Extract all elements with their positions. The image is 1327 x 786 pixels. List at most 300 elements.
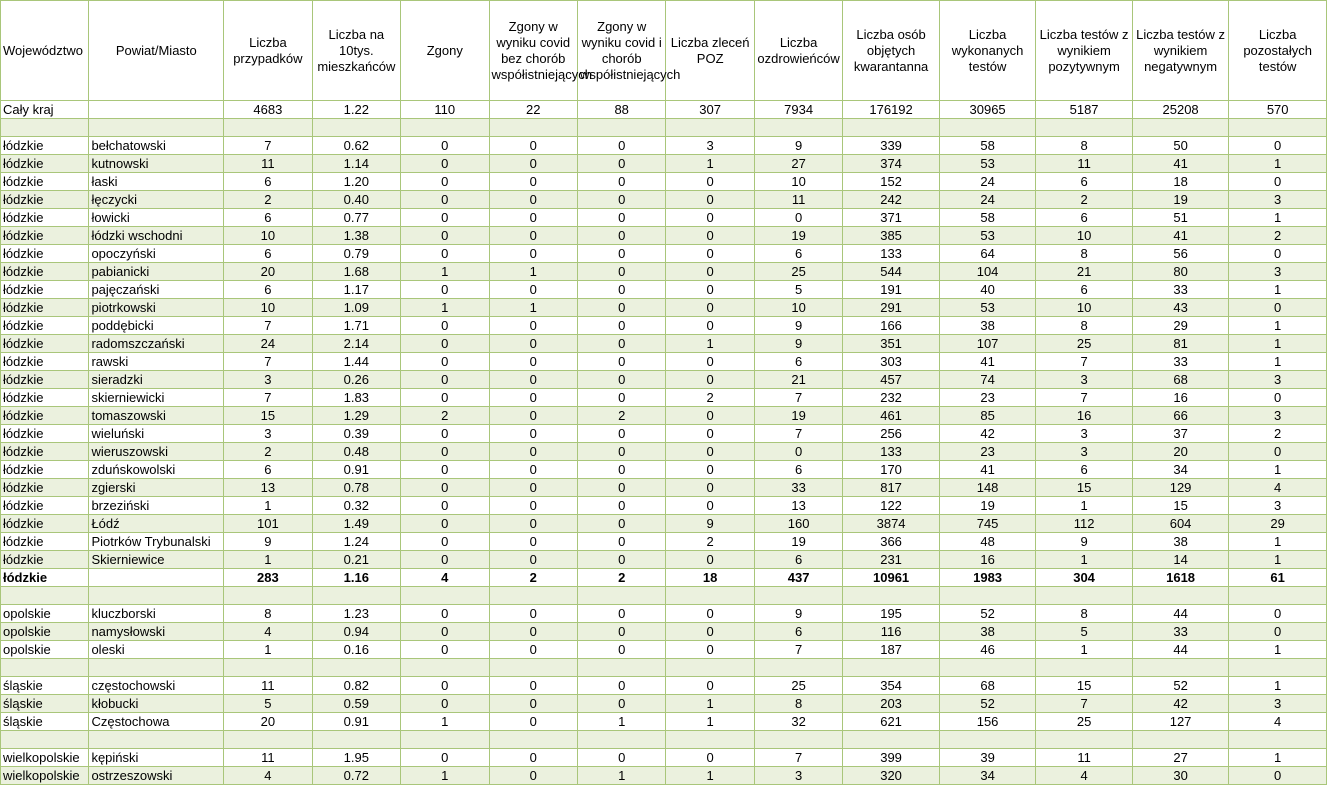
value-cell: 0 [577, 497, 665, 515]
value-cell: 0 [489, 371, 577, 389]
value-cell: 5187 [1036, 101, 1133, 119]
value-cell: 11 [1036, 155, 1133, 173]
county-cell: łowicki [89, 209, 224, 227]
value-cell: 0 [577, 389, 665, 407]
value-cell: 544 [843, 263, 940, 281]
table-row [1, 209, 1327, 227]
value-cell: 0 [401, 155, 489, 173]
value-cell: 5 [754, 281, 842, 299]
value-cell: 3 [1229, 191, 1327, 209]
county-cell: sieradzki [89, 371, 224, 389]
value-cell: 48 [939, 533, 1036, 551]
value-cell: 15 [224, 407, 312, 425]
value-cell: 74 [939, 371, 1036, 389]
value-cell: 8 [1036, 245, 1133, 263]
value-cell: 0.79 [312, 245, 400, 263]
value-cell: 351 [843, 335, 940, 353]
value-cell: 0 [666, 281, 754, 299]
value-cell: 170 [843, 461, 940, 479]
value-cell: 14 [1132, 551, 1229, 569]
voivodeship-cell: łódzkie [1, 227, 89, 245]
table-row [1, 551, 1327, 569]
value-cell: 3 [1229, 263, 1327, 281]
value-cell: 16 [939, 551, 1036, 569]
value-cell [754, 659, 842, 677]
value-cell [489, 587, 577, 605]
value-cell: 0 [401, 677, 489, 695]
table-row [1, 389, 1327, 407]
value-cell [312, 119, 400, 137]
value-cell: 11 [1036, 749, 1133, 767]
value-cell: 1 [224, 551, 312, 569]
value-cell: 24 [939, 191, 1036, 209]
value-cell: 68 [939, 677, 1036, 695]
value-cell: 1 [401, 767, 489, 785]
spacer-row [1, 587, 1327, 605]
county-cell: poddębicki [89, 317, 224, 335]
value-cell: 20 [224, 263, 312, 281]
county-cell: Łódź [89, 515, 224, 533]
county-cell: Skierniewice [89, 551, 224, 569]
value-cell: 1 [401, 299, 489, 317]
value-cell: 0 [1229, 173, 1327, 191]
value-cell: 33 [754, 479, 842, 497]
value-cell: 0.77 [312, 209, 400, 227]
column-header: Zgony w wyniku covid bez chorób współistniejących [489, 1, 577, 101]
county-cell: opoczyński [89, 245, 224, 263]
value-cell: 0 [489, 767, 577, 785]
value-cell: 53 [939, 155, 1036, 173]
value-cell: 9 [754, 137, 842, 155]
value-cell: 127 [1132, 713, 1229, 731]
table-row [1, 713, 1327, 731]
value-cell: 7 [1036, 353, 1133, 371]
value-cell: 19 [754, 227, 842, 245]
value-cell: 8 [1036, 605, 1133, 623]
value-cell: 25 [1036, 335, 1133, 353]
value-cell: 1.20 [312, 173, 400, 191]
value-cell: 9 [754, 605, 842, 623]
value-cell: 0 [489, 497, 577, 515]
value-cell: 0 [1229, 443, 1327, 461]
value-cell [1036, 587, 1133, 605]
value-cell: 0 [489, 641, 577, 659]
value-cell: 0 [489, 749, 577, 767]
value-cell: 0 [666, 749, 754, 767]
value-cell: 0 [666, 317, 754, 335]
value-cell [312, 587, 400, 605]
value-cell: 4 [1229, 479, 1327, 497]
value-cell: 0 [489, 209, 577, 227]
voivodeship-cell: łódzkie [1, 569, 89, 587]
voivodeship-cell: łódzkie [1, 173, 89, 191]
value-cell: 19 [1132, 191, 1229, 209]
value-cell [843, 731, 940, 749]
voivodeship-cell: łódzkie [1, 299, 89, 317]
table-row [1, 497, 1327, 515]
voivodeship-cell: opolskie [1, 641, 89, 659]
value-cell: 43 [1132, 299, 1229, 317]
voivodeship-cell: łódzkie [1, 281, 89, 299]
value-cell: 11 [224, 677, 312, 695]
value-cell: 0 [577, 263, 665, 281]
value-cell: 0 [401, 551, 489, 569]
value-cell: 3 [1036, 443, 1133, 461]
spacer-row [1, 659, 1327, 677]
value-cell: 1 [1229, 281, 1327, 299]
county-cell: Częstochowa [89, 713, 224, 731]
value-cell: 0 [489, 335, 577, 353]
value-cell: 0 [1229, 299, 1327, 317]
value-cell: 7 [754, 389, 842, 407]
value-cell: 1 [489, 299, 577, 317]
value-cell [666, 659, 754, 677]
table-body [1, 101, 1327, 785]
value-cell: 0 [401, 335, 489, 353]
value-cell: 1.09 [312, 299, 400, 317]
value-cell: 621 [843, 713, 940, 731]
value-cell: 30965 [939, 101, 1036, 119]
value-cell: 1.14 [312, 155, 400, 173]
county-cell [89, 101, 224, 119]
voivodeship-cell: opolskie [1, 623, 89, 641]
value-cell: 0.62 [312, 137, 400, 155]
value-cell: 2 [489, 569, 577, 587]
value-cell: 1.29 [312, 407, 400, 425]
table-row [1, 245, 1327, 263]
value-cell: 0 [577, 371, 665, 389]
column-header: Zgony [401, 1, 489, 101]
value-cell: 33 [1132, 623, 1229, 641]
value-cell: 33 [1132, 281, 1229, 299]
value-cell: 0 [401, 173, 489, 191]
county-cell [89, 569, 224, 587]
value-cell [1229, 731, 1327, 749]
value-cell: 39 [939, 749, 1036, 767]
value-cell: 1 [1036, 551, 1133, 569]
value-cell: 2 [1229, 227, 1327, 245]
value-cell: 176192 [843, 101, 940, 119]
value-cell: 13 [224, 479, 312, 497]
value-cell: 0 [489, 155, 577, 173]
value-cell: 0 [489, 407, 577, 425]
value-cell: 53 [939, 227, 1036, 245]
value-cell: 80 [1132, 263, 1229, 281]
value-cell: 0 [666, 245, 754, 263]
value-cell: 0.91 [312, 713, 400, 731]
value-cell [666, 587, 754, 605]
value-cell: 307 [666, 101, 754, 119]
value-cell [1132, 587, 1229, 605]
value-cell: 15 [1132, 497, 1229, 515]
value-cell: 81 [1132, 335, 1229, 353]
value-cell: 10 [1036, 227, 1133, 245]
value-cell: 3 [754, 767, 842, 785]
value-cell: 156 [939, 713, 1036, 731]
value-cell: 129 [1132, 479, 1229, 497]
value-cell: 1 [489, 263, 577, 281]
value-cell: 0.94 [312, 623, 400, 641]
value-cell [666, 731, 754, 749]
value-cell: 1 [666, 767, 754, 785]
value-cell: 0 [577, 515, 665, 533]
value-cell: 0 [401, 209, 489, 227]
county-cell: skierniewicki [89, 389, 224, 407]
value-cell [312, 731, 400, 749]
value-cell: 371 [843, 209, 940, 227]
voivodeship-cell: łódzkie [1, 263, 89, 281]
value-cell: 33 [1132, 353, 1229, 371]
value-cell: 6 [754, 623, 842, 641]
voivodeship-cell: śląskie [1, 695, 89, 713]
voivodeship-cell: łódzkie [1, 551, 89, 569]
value-cell: 2 [666, 389, 754, 407]
value-cell: 0 [666, 461, 754, 479]
value-cell: 2 [666, 533, 754, 551]
table-row [1, 677, 1327, 695]
value-cell [401, 587, 489, 605]
voivodeship-cell: łódzkie [1, 209, 89, 227]
voivodeship-cell: łódzkie [1, 497, 89, 515]
value-cell: 0 [489, 515, 577, 533]
value-cell: 1983 [939, 569, 1036, 587]
value-cell: 4 [1036, 767, 1133, 785]
value-cell: 0 [577, 551, 665, 569]
value-cell: 6 [224, 281, 312, 299]
column-header: Liczba zleceń POZ [666, 1, 754, 101]
county-cell: łaski [89, 173, 224, 191]
value-cell: 0 [401, 605, 489, 623]
value-cell: 56 [1132, 245, 1229, 263]
value-cell: 112 [1036, 515, 1133, 533]
column-header: Liczba ozdrowieńców [754, 1, 842, 101]
value-cell: 0.78 [312, 479, 400, 497]
value-cell: 16 [1132, 389, 1229, 407]
value-cell: 1 [1229, 641, 1327, 659]
value-cell: 366 [843, 533, 940, 551]
table-row [1, 533, 1327, 551]
value-cell: 0 [577, 749, 665, 767]
value-cell: 0 [489, 425, 577, 443]
value-cell [843, 659, 940, 677]
value-cell [1036, 659, 1133, 677]
value-cell: 242 [843, 191, 940, 209]
voivodeship-cell: wielkopolskie [1, 749, 89, 767]
value-cell: 604 [1132, 515, 1229, 533]
value-cell: 0 [401, 353, 489, 371]
value-cell: 6 [1036, 173, 1133, 191]
spacer-row [1, 119, 1327, 137]
county-cell: kluczborski [89, 605, 224, 623]
value-cell: 6 [224, 245, 312, 263]
value-cell: 3874 [843, 515, 940, 533]
value-cell: 10 [1036, 299, 1133, 317]
table-row [1, 137, 1327, 155]
value-cell: 0.32 [312, 497, 400, 515]
county-cell: pabianicki [89, 263, 224, 281]
value-cell: 41 [1132, 155, 1229, 173]
value-cell: 304 [1036, 569, 1133, 587]
value-cell [1132, 731, 1229, 749]
value-cell: 0 [754, 443, 842, 461]
value-cell: 195 [843, 605, 940, 623]
value-cell: 817 [843, 479, 940, 497]
value-cell: 0 [489, 713, 577, 731]
value-cell: 0 [401, 641, 489, 659]
value-cell: 25 [754, 677, 842, 695]
value-cell: 0 [401, 443, 489, 461]
value-cell: 0 [489, 353, 577, 371]
value-cell: 1 [1036, 497, 1133, 515]
county-cell [89, 119, 224, 137]
value-cell: 0 [666, 677, 754, 695]
value-cell: 2 [224, 443, 312, 461]
value-cell: 0 [1229, 623, 1327, 641]
value-cell: 0 [577, 191, 665, 209]
value-cell: 107 [939, 335, 1036, 353]
voivodeship-cell: łódzkie [1, 353, 89, 371]
value-cell: 38 [1132, 533, 1229, 551]
value-cell: 0 [577, 299, 665, 317]
table-row [1, 641, 1327, 659]
value-cell: 37 [1132, 425, 1229, 443]
value-cell: 354 [843, 677, 940, 695]
value-cell: 0 [1229, 605, 1327, 623]
value-cell: 50 [1132, 137, 1229, 155]
county-cell: tomaszowski [89, 407, 224, 425]
value-cell: 1 [1229, 209, 1327, 227]
value-cell: 1 [666, 335, 754, 353]
value-cell: 58 [939, 137, 1036, 155]
value-cell: 0 [401, 137, 489, 155]
county-cell: radomszczański [89, 335, 224, 353]
value-cell [224, 731, 312, 749]
value-cell: 203 [843, 695, 940, 713]
value-cell: 0 [577, 227, 665, 245]
value-cell: 42 [939, 425, 1036, 443]
county-cell: zduńskowolski [89, 461, 224, 479]
voivodeship-cell: łódzkie [1, 137, 89, 155]
value-cell: 0 [489, 281, 577, 299]
value-cell: 23 [939, 389, 1036, 407]
value-cell: 1 [1229, 353, 1327, 371]
value-cell: 0 [577, 641, 665, 659]
value-cell: 9 [666, 515, 754, 533]
voivodeship-cell: opolskie [1, 605, 89, 623]
value-cell: 0 [401, 227, 489, 245]
value-cell [1036, 731, 1133, 749]
value-cell: 30 [1132, 767, 1229, 785]
value-cell: 745 [939, 515, 1036, 533]
value-cell: 7 [754, 641, 842, 659]
value-cell: 437 [754, 569, 842, 587]
value-cell: 148 [939, 479, 1036, 497]
voivodeship-cell: łódzkie [1, 371, 89, 389]
value-cell: 0 [577, 443, 665, 461]
value-cell: 11 [224, 749, 312, 767]
value-cell: 0 [666, 623, 754, 641]
value-cell: 3 [1229, 407, 1327, 425]
county-cell: kłobucki [89, 695, 224, 713]
value-cell: 38 [939, 623, 1036, 641]
value-cell: 66 [1132, 407, 1229, 425]
value-cell [1229, 587, 1327, 605]
value-cell [577, 119, 665, 137]
table-row [1, 515, 1327, 533]
value-cell: 58 [939, 209, 1036, 227]
value-cell: 0 [666, 407, 754, 425]
value-cell: 29 [1229, 515, 1327, 533]
voivodeship-cell [1, 731, 89, 749]
value-cell: 339 [843, 137, 940, 155]
value-cell: 0 [577, 155, 665, 173]
value-cell: 0.16 [312, 641, 400, 659]
value-cell: 0 [489, 461, 577, 479]
value-cell: 0 [666, 479, 754, 497]
value-cell: 1 [1229, 749, 1327, 767]
voivodeship-cell: wielkopolskie [1, 767, 89, 785]
voivodeship-cell: łódzkie [1, 155, 89, 173]
value-cell: 0 [577, 425, 665, 443]
value-cell: 160 [754, 515, 842, 533]
value-cell: 20 [1132, 443, 1229, 461]
value-cell: 0 [577, 533, 665, 551]
value-cell [939, 659, 1036, 677]
column-header: Liczba na 10tys. mieszkańców [312, 1, 400, 101]
value-cell [577, 659, 665, 677]
value-cell: 2 [577, 407, 665, 425]
value-cell [1229, 119, 1327, 137]
value-cell: 0 [489, 317, 577, 335]
value-cell: 0.40 [312, 191, 400, 209]
value-cell: 42 [1132, 695, 1229, 713]
county-cell: łęczycki [89, 191, 224, 209]
table-row [1, 173, 1327, 191]
value-cell [224, 119, 312, 137]
value-cell: 0 [666, 605, 754, 623]
value-cell: 52 [939, 605, 1036, 623]
table-row [1, 371, 1327, 389]
value-cell: 399 [843, 749, 940, 767]
county-cell: brzeziński [89, 497, 224, 515]
table-row [1, 191, 1327, 209]
county-cell: kutnowski [89, 155, 224, 173]
value-cell: 4 [1229, 713, 1327, 731]
value-cell: 16 [1036, 407, 1133, 425]
value-cell: 0 [666, 641, 754, 659]
value-cell: 1618 [1132, 569, 1229, 587]
value-cell: 0 [1229, 767, 1327, 785]
value-cell: 7 [224, 317, 312, 335]
value-cell: 61 [1229, 569, 1327, 587]
value-cell: 1 [1229, 335, 1327, 353]
table-row [1, 749, 1327, 767]
value-cell: 0 [577, 137, 665, 155]
column-header: Liczba testów z wynikiem negatywnym [1132, 1, 1229, 101]
voivodeship-cell: łódzkie [1, 389, 89, 407]
value-cell: 1 [1229, 317, 1327, 335]
value-cell: 8 [1036, 317, 1133, 335]
value-cell: 41 [939, 353, 1036, 371]
value-cell: 3 [1036, 371, 1133, 389]
value-cell: 122 [843, 497, 940, 515]
value-cell: 1 [666, 713, 754, 731]
value-cell: 0 [577, 353, 665, 371]
voivodeship-cell: łódzkie [1, 461, 89, 479]
table-row [1, 623, 1327, 641]
table-row [1, 353, 1327, 371]
county-cell [89, 659, 224, 677]
